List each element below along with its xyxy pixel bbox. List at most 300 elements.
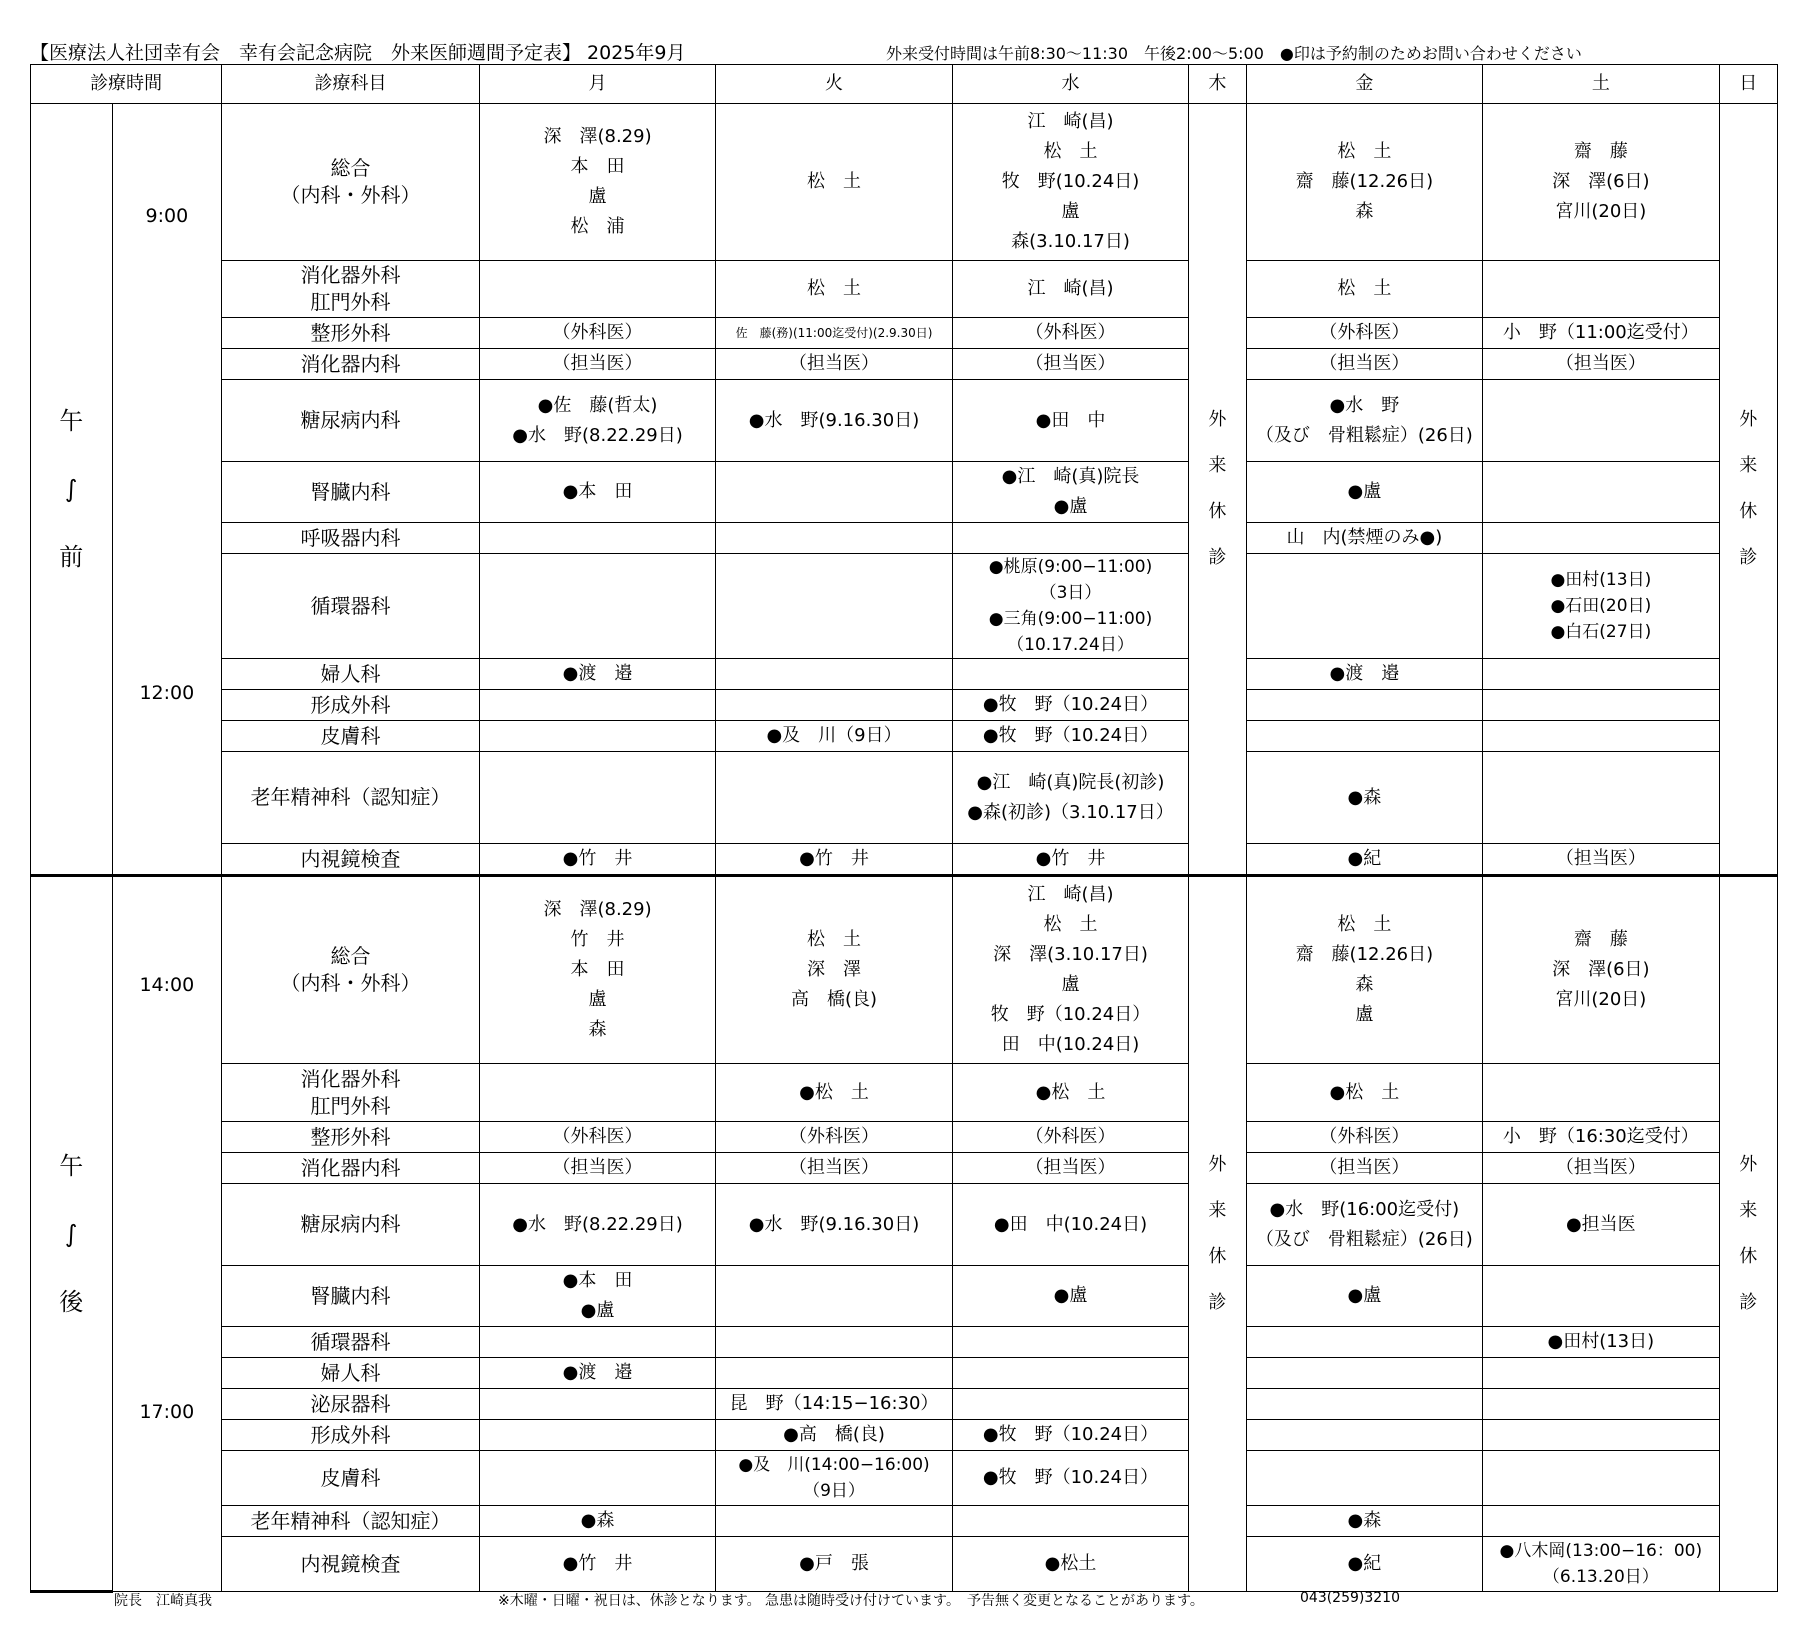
cell-line: 松 土: [1043, 914, 1098, 935]
cell-line: 深 澤(6日): [1552, 959, 1650, 980]
schedule-cell-sat: [1483, 659, 1719, 690]
cell-line: 前: [59, 543, 84, 571]
cell-line: 休: [1739, 501, 1758, 522]
schedule-cell-mon: [479, 318, 715, 349]
cell-line: ∫: [64, 475, 78, 503]
schedule-row: [31, 1389, 1778, 1420]
cell-line: 外: [1739, 409, 1758, 430]
cell-line: ●桃原(9:00−11:00): [988, 557, 1153, 577]
cell-line: 外: [1208, 409, 1227, 430]
schedule-cell-sat: [1483, 380, 1719, 462]
schedule-cell-fri: [1246, 876, 1482, 1064]
cell-line: ●本 田: [562, 481, 633, 502]
schedule-cell-mon: [479, 1184, 715, 1266]
cell-line: 循環器科: [310, 593, 391, 618]
schedule-cell-fri: [1246, 1266, 1482, 1327]
cell-line: ●松 土: [1329, 1081, 1400, 1103]
cell-line: （担当医）: [1555, 1157, 1646, 1178]
schedule-cell-sat: [1483, 1266, 1719, 1327]
schedule-cell-sat: [1483, 554, 1719, 659]
schedule-cell-sat: [1483, 690, 1719, 721]
cell-line: 小 野（11:00迄受付）: [1502, 322, 1699, 343]
schedule-cell-tue: [716, 659, 952, 690]
schedule-header: [30, 38, 1790, 62]
cell-line: 田 中(10.24日): [1001, 1034, 1140, 1055]
cell-line: 松 土: [807, 278, 862, 299]
pm-closed-thu: [1189, 876, 1246, 1592]
cell-line: ●戸 張: [799, 1553, 869, 1574]
schedule-cell-fri: [1246, 380, 1482, 462]
schedule-row: [31, 318, 1778, 349]
department-name: [222, 380, 480, 462]
cell-line: （外科医）: [552, 1126, 643, 1147]
cell-line: 来: [1739, 455, 1758, 476]
cell-line: 総合: [330, 944, 371, 968]
schedule-row: [31, 1122, 1778, 1153]
cell-line: （担当医）: [1319, 353, 1410, 374]
schedule-cell-fri: [1246, 1389, 1482, 1420]
cell-line: 午: [59, 1151, 84, 1180]
schedule-cell-sat: [1483, 1153, 1719, 1184]
cell-line: 高 橋(良): [791, 989, 878, 1010]
department-name: [222, 752, 480, 844]
col-header-fri: 金: [1246, 65, 1482, 104]
schedule-row: [31, 752, 1778, 844]
cell-line: 糖尿病内科: [300, 1212, 401, 1236]
cell-line: 皮膚科: [320, 723, 381, 748]
schedule-cell-tue: [716, 844, 952, 876]
schedule-cell-fri: [1246, 1358, 1482, 1389]
cell-line: 盧: [1355, 1004, 1374, 1025]
schedule-row: [31, 1506, 1778, 1537]
cell-line: 竹 井: [570, 929, 625, 950]
schedule-cell-mon: [479, 1358, 715, 1389]
cell-line: （外科医）: [789, 1126, 880, 1147]
department-name: [222, 349, 480, 380]
cell-line: 整形外科: [310, 320, 391, 345]
cell-line: ●及 川(14:00−16:00): [738, 1455, 930, 1475]
schedule-cell-sat: [1483, 1389, 1719, 1420]
schedule-cell-mon: [479, 349, 715, 380]
schedule-cell-wed: [952, 1184, 1188, 1266]
schedule-row: [31, 876, 1778, 1064]
schedule-cell-fri: [1246, 1122, 1482, 1153]
cell-line: （及び 骨粗鬆症）(26日): [1255, 1228, 1473, 1250]
schedule-cell-sat: [1483, 1064, 1719, 1122]
cell-line: （外科医）: [1319, 322, 1410, 343]
department-name: [222, 1451, 480, 1506]
cell-line: ●水 野: [1329, 394, 1400, 416]
cell-line: 松 土: [1337, 278, 1392, 299]
phone-number: 043(259)3210: [1300, 1590, 1400, 1606]
cell-line: 盧: [588, 989, 607, 1010]
cell-line: 消化器外科: [300, 1066, 401, 1091]
time-label: 14:00: [139, 974, 195, 996]
schedule-row: [31, 1153, 1778, 1184]
cell-line: （外科医）: [1025, 1126, 1116, 1147]
cell-line: （6.13.20日）: [1542, 1567, 1659, 1587]
cell-line: ●松土: [1044, 1553, 1097, 1574]
schedule-cell-sat: [1483, 876, 1719, 1064]
cell-line: ●牧 野（10.24日）: [982, 1424, 1159, 1445]
am-period-label: [31, 104, 113, 876]
schedule-row: [31, 690, 1778, 721]
department-name: [222, 1420, 480, 1451]
schedule-cell-wed: [952, 1122, 1188, 1153]
schedule-cell-tue: [716, 104, 952, 261]
weekly-schedule-table: [30, 64, 1778, 1593]
schedule-cell-tue: [716, 1153, 952, 1184]
department-name: [222, 554, 480, 659]
cell-line: 肛門外科: [310, 290, 391, 314]
column-header-row: [31, 65, 1778, 104]
schedule-cell-tue: [716, 752, 952, 844]
cell-line: ●竹 井: [799, 848, 869, 869]
schedule-cell-mon: [479, 1451, 715, 1506]
schedule-cell-fri: [1246, 1327, 1482, 1358]
cell-line: 休: [1208, 1246, 1227, 1267]
cell-line: ●竹 井: [562, 848, 633, 869]
cell-line: 森: [1355, 201, 1374, 222]
cell-line: （外科医）: [1025, 322, 1116, 343]
time-label: 9:00: [145, 205, 189, 227]
cell-line: ●盧: [1347, 1285, 1382, 1306]
schedule-cell-tue: [716, 1389, 952, 1420]
cell-line: ●水 野(16:00迄受付): [1269, 1198, 1460, 1220]
cell-line: （担当医）: [1555, 848, 1646, 869]
cell-line: ●紀: [1347, 1553, 1382, 1574]
cell-line: 齋 藤(12.26日): [1295, 171, 1434, 192]
cell-line: 午: [59, 407, 84, 435]
schedule-cell-mon: [479, 659, 715, 690]
cell-line: 佐 藤(務)(11:00迄受付)(2.9.30日): [735, 326, 933, 340]
cell-line: ●田村(13日): [1550, 570, 1652, 590]
cell-line: 婦人科: [320, 1360, 381, 1385]
schedule-row: [31, 721, 1778, 752]
cell-line: ●及 川（9日）: [766, 725, 902, 746]
cell-line: ●牧 野（10.24日）: [982, 725, 1159, 746]
department-name: [222, 1153, 480, 1184]
cell-line: 江 崎(昌): [1027, 278, 1114, 299]
schedule-row: [31, 349, 1778, 380]
col-header-sun: 日: [1719, 65, 1777, 104]
schedule-cell-fri: [1246, 1506, 1482, 1537]
cell-line: （10.17.24日）: [1007, 635, 1134, 655]
department-name: [222, 1184, 480, 1266]
schedule-cell-sat: [1483, 1420, 1719, 1451]
schedule-cell-fri: [1246, 1064, 1482, 1122]
cell-line: 深 澤(6日): [1552, 171, 1650, 192]
cell-line: 糖尿病内科: [300, 408, 401, 432]
cell-line: ●白石(27日): [1550, 622, 1652, 642]
cell-line: ●牧 野（10.24日）: [982, 694, 1159, 715]
schedule-cell-mon: [479, 523, 715, 554]
cell-line: ●盧: [1053, 496, 1088, 517]
cell-line: 牧 野(10.24日): [1001, 171, 1140, 192]
cell-line: 休: [1208, 501, 1227, 522]
schedule-cell-mon: [479, 844, 715, 876]
department-name: [222, 1122, 480, 1153]
schedule-cell-tue: [716, 876, 952, 1064]
schedule-cell-sat: [1483, 1451, 1719, 1506]
schedule-cell-wed: [952, 523, 1188, 554]
cell-line: （9日）: [803, 1481, 865, 1501]
schedule-cell-sat: [1483, 462, 1719, 523]
schedule-cell-sat: [1483, 752, 1719, 844]
schedule-cell-wed: [952, 318, 1188, 349]
schedule-row: [31, 380, 1778, 462]
cell-line: 消化器外科: [300, 263, 401, 287]
cell-line: 松 土: [1337, 914, 1392, 935]
schedule-cell-tue: [716, 1420, 952, 1451]
cell-line: 婦人科: [320, 661, 381, 686]
col-header-dept: 診療科目: [222, 65, 480, 104]
cell-line: 診: [1739, 1292, 1758, 1313]
schedule-row: [31, 462, 1778, 523]
schedule-cell-tue: [716, 1266, 952, 1327]
department-name: [222, 844, 480, 876]
schedule-cell-wed: [952, 752, 1188, 844]
cell-line: 泌尿器科: [310, 1391, 391, 1416]
cell-line: ●森: [1347, 786, 1382, 808]
schedule-cell-wed: [952, 1358, 1188, 1389]
schedule-cell-wed: [952, 554, 1188, 659]
cell-line: ●田 中(10.24日): [993, 1213, 1148, 1235]
time-label: 17:00: [139, 1401, 195, 1423]
schedule-cell-tue: [716, 554, 952, 659]
schedule-title: 【医療法人社団幸有会 幸有会記念病院 外来医師週間予定表】 2025年9月: [30, 42, 686, 64]
department-name: [222, 523, 480, 554]
schedule-cell-mon: [479, 554, 715, 659]
reception-notice: 外来受付時間は午前8:30～11:30 午後2:00～5:00 ●印は予約制のためお問い合わせください: [886, 44, 1582, 63]
cell-line: 松 土: [1043, 141, 1098, 162]
schedule-cell-tue: [716, 523, 952, 554]
schedule-cell-mon: [479, 876, 715, 1064]
department-name: [222, 1358, 480, 1389]
cell-line: 診: [1208, 547, 1227, 568]
cell-line: 山 内(禁煙のみ●): [1286, 527, 1443, 548]
schedule-cell-fri: [1246, 659, 1482, 690]
cell-line: 深 澤(3.10.17日): [993, 944, 1148, 965]
cell-line: 後: [59, 1287, 84, 1316]
cell-line: （外科医）: [1319, 1126, 1410, 1147]
cell-line: ●水 野(8.22.29日): [512, 424, 683, 446]
schedule-cell-mon: [479, 1327, 715, 1358]
schedule-row: [31, 261, 1778, 318]
cell-line: 老年精神科（認知症）: [250, 785, 451, 809]
department-name: [222, 721, 480, 752]
schedule-cell-wed: [952, 1064, 1188, 1122]
department-name: [222, 1537, 480, 1592]
schedule-footer: [30, 1590, 1790, 1612]
schedule-row: [31, 1420, 1778, 1451]
schedule-row: [31, 1451, 1778, 1506]
cell-line: 診: [1739, 547, 1758, 568]
schedule-cell-fri: [1246, 721, 1482, 752]
cell-line: 診: [1208, 1292, 1227, 1313]
schedule-cell-fri: [1246, 1184, 1482, 1266]
cell-line: 形成外科: [310, 692, 391, 717]
cell-line: （担当医）: [552, 1157, 643, 1178]
schedule-cell-fri: [1246, 554, 1482, 659]
schedule-cell-tue: [716, 1506, 952, 1537]
schedule-cell-sat: [1483, 523, 1719, 554]
department-name: [222, 690, 480, 721]
time-label: 12:00: [139, 682, 195, 704]
cell-line: ●盧: [1347, 481, 1382, 502]
cell-line: ●盧: [1053, 1285, 1088, 1306]
cell-line: 森: [588, 1019, 607, 1040]
schedule-cell-mon: [479, 104, 715, 261]
cell-line: ●森(初診)（3.10.17日）: [967, 801, 1174, 823]
cell-line: 循環器科: [310, 1329, 391, 1354]
schedule-cell-tue: [716, 1327, 952, 1358]
cell-line: （内科・外科）: [280, 183, 421, 207]
cell-line: ●田 中: [1035, 409, 1106, 431]
schedule-cell-mon: [479, 1506, 715, 1537]
cell-line: 内視鏡検査: [300, 1551, 401, 1576]
cell-line: 森(3.10.17日): [1011, 231, 1130, 252]
schedule-row: [31, 1184, 1778, 1266]
cell-line: （内科・外科）: [280, 971, 421, 995]
schedule-cell-fri: [1246, 1420, 1482, 1451]
schedule-cell-sat: [1483, 261, 1719, 318]
schedule-cell-fri: [1246, 1153, 1482, 1184]
cell-line: 内視鏡検査: [300, 846, 401, 871]
schedule-row: [31, 1537, 1778, 1592]
schedule-row: [31, 659, 1778, 690]
cell-line: （及び 骨粗鬆症）(26日): [1255, 424, 1473, 446]
cell-line: （担当医）: [1555, 353, 1646, 374]
schedule-cell-mon: [479, 1266, 715, 1327]
schedule-cell-tue: [716, 1122, 952, 1153]
cell-line: ●江 崎(真)院長: [1001, 466, 1140, 487]
schedule-cell-sat: [1483, 721, 1719, 752]
schedule-cell-mon: [479, 721, 715, 752]
schedule-cell-wed: [952, 1153, 1188, 1184]
cell-line: ●水 野(8.22.29日): [512, 1213, 683, 1235]
schedule-cell-fri: [1246, 1537, 1482, 1592]
am-time-range: [112, 104, 222, 876]
schedule-cell-sat: [1483, 1184, 1719, 1266]
cell-line: 肛門外科: [310, 1093, 391, 1118]
department-name: [222, 876, 480, 1064]
cell-line: （担当医）: [1319, 1157, 1410, 1178]
schedule-row: [31, 1064, 1778, 1122]
schedule-cell-sat: [1483, 844, 1719, 876]
pm-period-label: [31, 876, 113, 1592]
cell-line: ●紀: [1347, 848, 1382, 869]
schedule-cell-tue: [716, 721, 952, 752]
cell-line: ●担当医: [1565, 1213, 1636, 1235]
schedule-cell-wed: [952, 1451, 1188, 1506]
schedule-cell-mon: [479, 690, 715, 721]
department-name: [222, 318, 480, 349]
department-name: [222, 1266, 480, 1327]
pm-time-range: [112, 876, 222, 1592]
cell-line: ●盧: [580, 1300, 615, 1321]
department-name: [222, 1389, 480, 1420]
schedule-cell-tue: [716, 1064, 952, 1122]
cell-line: （外科医）: [552, 322, 643, 343]
schedule-cell-fri: [1246, 752, 1482, 844]
cell-line: 牧 野（10.24日）: [990, 1004, 1151, 1025]
cell-line: 齋 藤(12.26日): [1295, 944, 1434, 965]
cell-line: ●石田(20日): [1550, 596, 1652, 616]
schedule-cell-tue: [716, 1451, 952, 1506]
cell-line: ●松 土: [1035, 1081, 1106, 1103]
cell-line: 齋 藤: [1573, 929, 1628, 950]
cell-line: 森: [1355, 974, 1374, 995]
col-header-thu: 木: [1189, 65, 1246, 104]
schedule-cell-tue: [716, 318, 952, 349]
col-header-tue: 火: [716, 65, 952, 104]
cell-line: 本 田: [570, 959, 625, 980]
schedule-cell-wed: [952, 1537, 1188, 1592]
cell-line: ●森: [580, 1510, 615, 1531]
schedule-cell-wed: [952, 844, 1188, 876]
cell-line: 松 土: [807, 171, 862, 192]
cell-line: ●松 土: [799, 1081, 869, 1103]
col-header-wed: 水: [952, 65, 1188, 104]
schedule-cell-mon: [479, 1420, 715, 1451]
cell-line: ●渡 邉: [562, 663, 633, 684]
cell-line: 昆 野（14:15−16:30）: [729, 1393, 939, 1414]
schedule-row: [31, 104, 1778, 261]
cell-line: ●本 田: [562, 1270, 633, 1291]
schedule-cell-mon: [479, 1122, 715, 1153]
footer-note: ※木曜・日曜・祝日は、休診となります。 急患は随時受け付けています。 予告無く変更となることがあります。: [498, 1593, 1204, 1609]
cell-line: ●竹 井: [1035, 848, 1106, 869]
cell-line: ●水 野(9.16.30日): [748, 1213, 920, 1235]
cell-line: ●田村(13日): [1547, 1331, 1655, 1352]
schedule-cell-mon: [479, 1153, 715, 1184]
cell-line: 宮川(20日): [1555, 201, 1647, 222]
schedule-cell-tue: [716, 1184, 952, 1266]
cell-line: （担当医）: [1025, 1157, 1116, 1178]
cell-line: 腎臓内科: [310, 1283, 391, 1308]
schedule-cell-fri: [1246, 844, 1482, 876]
schedule-cell-wed: [952, 1506, 1188, 1537]
cell-line: 来: [1739, 1200, 1758, 1221]
schedule-cell-tue: [716, 1537, 952, 1592]
cell-line: （担当医）: [1025, 353, 1116, 374]
cell-line: ●森: [1347, 1510, 1382, 1531]
schedule-cell-wed: [952, 462, 1188, 523]
cell-line: 来: [1208, 1200, 1227, 1221]
schedule-cell-fri: [1246, 523, 1482, 554]
schedule-cell-sat: [1483, 349, 1719, 380]
cell-line: 外: [1208, 1154, 1227, 1175]
schedule-cell-tue: [716, 261, 952, 318]
schedule-cell-wed: [952, 380, 1188, 462]
schedule-cell-wed: [952, 1266, 1188, 1327]
cell-line: ●牧 野（10.24日）: [982, 1467, 1159, 1488]
schedule-cell-fri: [1246, 690, 1482, 721]
schedule-cell-fri: [1246, 462, 1482, 523]
cell-line: （担当医）: [789, 1157, 880, 1178]
cell-line: 江 崎(昌): [1027, 884, 1114, 905]
schedule-cell-fri: [1246, 261, 1482, 318]
schedule-cell-sat: [1483, 1506, 1719, 1537]
cell-line: 消化器内科: [300, 351, 401, 376]
cell-line: （3日）: [1039, 583, 1102, 603]
schedule-cell-wed: [952, 690, 1188, 721]
cell-line: 小 野（16:30迄受付）: [1502, 1126, 1699, 1147]
cell-line: ●高 橋(良): [783, 1424, 885, 1445]
schedule-cell-wed: [952, 1327, 1188, 1358]
cell-line: 松 土: [1337, 141, 1392, 162]
